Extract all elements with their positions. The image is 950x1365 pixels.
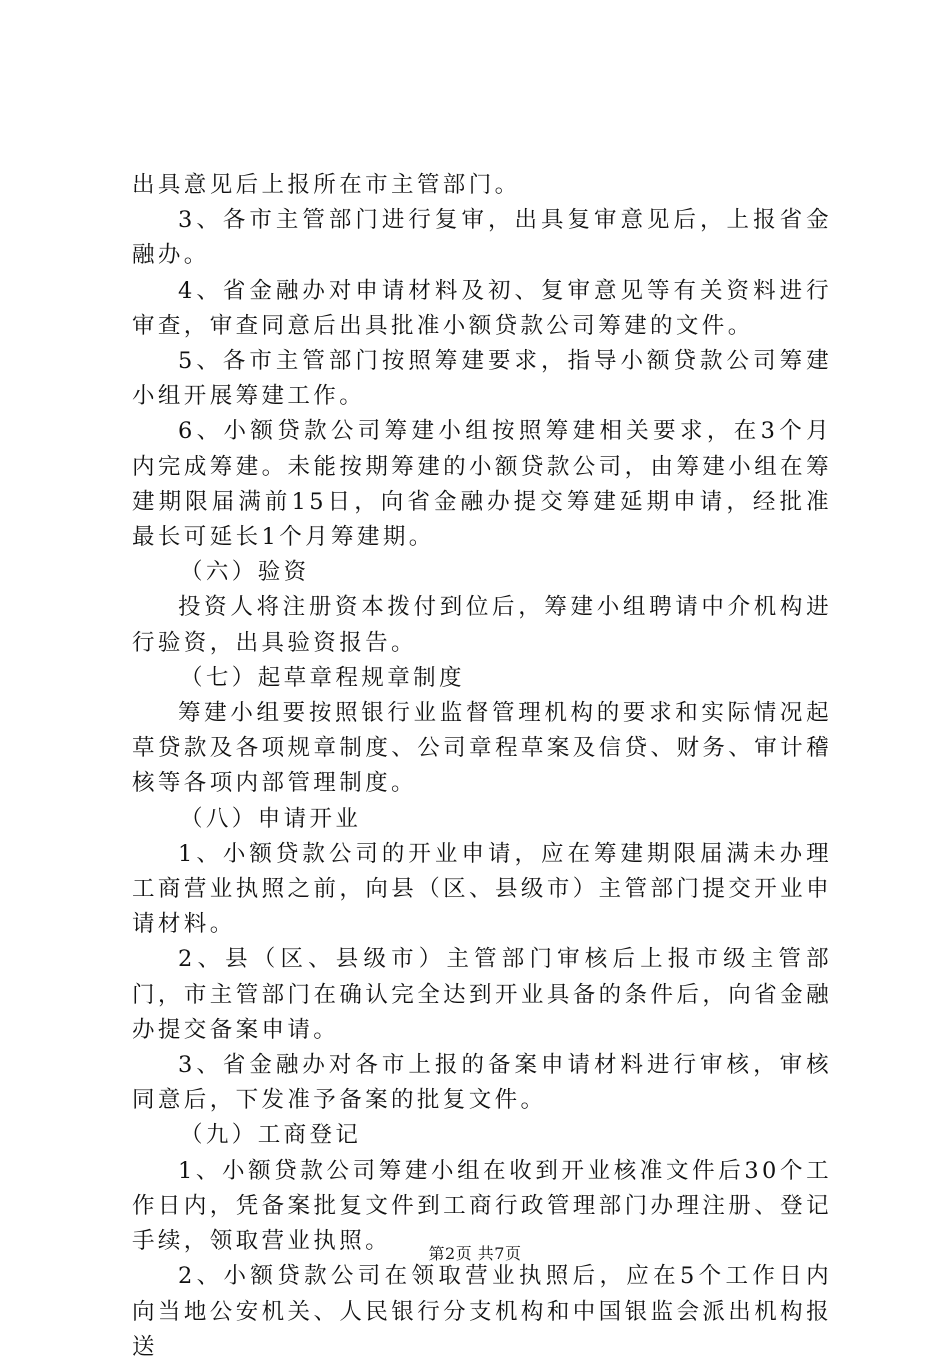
paragraph-item-6: 6、小额贷款公司筹建小组按照筹建相关要求，在3个月内完成筹建。未能按期筹建的小额贷款公司，由筹建小组在筹建期限届满前15日，向省金融办提交筹建延期申请，经批准最长可延长1个月筹建期。 — [132, 418, 832, 551]
paragraph-draft-rules: 筹建小组要按照银行业监督管理机构的要求和实际情况起草贷款及各项规章制度、公司章程草案及信贷、财务、审计稽核等各项内部管理制度。 — [132, 700, 832, 797]
paragraph-capital-verification: 投资人将注册资本拨付到位后，筹建小组聘请中介机构进行验资，出具验资报告。 — [132, 594, 832, 656]
section-heading-capital-verification: （六）验资 — [180, 559, 310, 586]
document-body — [132, 168, 832, 1365]
paragraph-continued: 出具意见后上报所在市主管部门。 — [132, 172, 521, 198]
paragraph-opening-1: 1、小额贷款公司的开业申请，应在筹建期限届满未办理工商营业执照之前，向县（区、县级市）主管部门提交开业申请材料。 — [132, 840, 832, 938]
paragraph-registration-2: 2、小额贷款公司在领取营业执照后，应在5个工作日内向当地公安机关、人民银行分支机构和中国银监会派出机构报送 — [132, 1263, 832, 1360]
paragraph-opening-3: 3、省金融办对各市上报的备案申请材料进行审核，审核同意后，下发准予备案的批复文件。 — [132, 1052, 832, 1114]
section-heading-draft-rules: （七）起草章程规章制度 — [180, 664, 465, 691]
paragraph-item-5: 5、各市主管部门按照筹建要求，指导小额贷款公司筹建小组开展筹建工作。 — [132, 348, 832, 410]
paragraph-registration-1: 1、小额贷款公司筹建小组在收到开业核准文件后30个工作日内，凭备案批复文件到工商行政管理部门办理注册、登记手续，领取营业执照。 — [132, 1157, 832, 1255]
page-number-footer: 第2页 共7页 — [428, 1244, 522, 1263]
section-heading-apply-opening: （八）申请开业 — [180, 805, 362, 832]
paragraph-item-4: 4、省金融办对申请材料及初、复审意见等有关资料进行审查，审查同意后出具批准小额贷款公司筹建的文件。 — [132, 277, 832, 339]
paragraph-item-3: 3、各市主管部门进行复审，出具复审意见后，上报省金融办。 — [132, 207, 832, 269]
section-heading-registration: （九）工商登记 — [180, 1122, 362, 1149]
paragraph-opening-2: 2、县（区、县级市）主管部门审核后上报市级主管部门，市主管部门在确认完全达到开业具备的条件后，向省金融办提交备案申请。 — [132, 946, 832, 1043]
